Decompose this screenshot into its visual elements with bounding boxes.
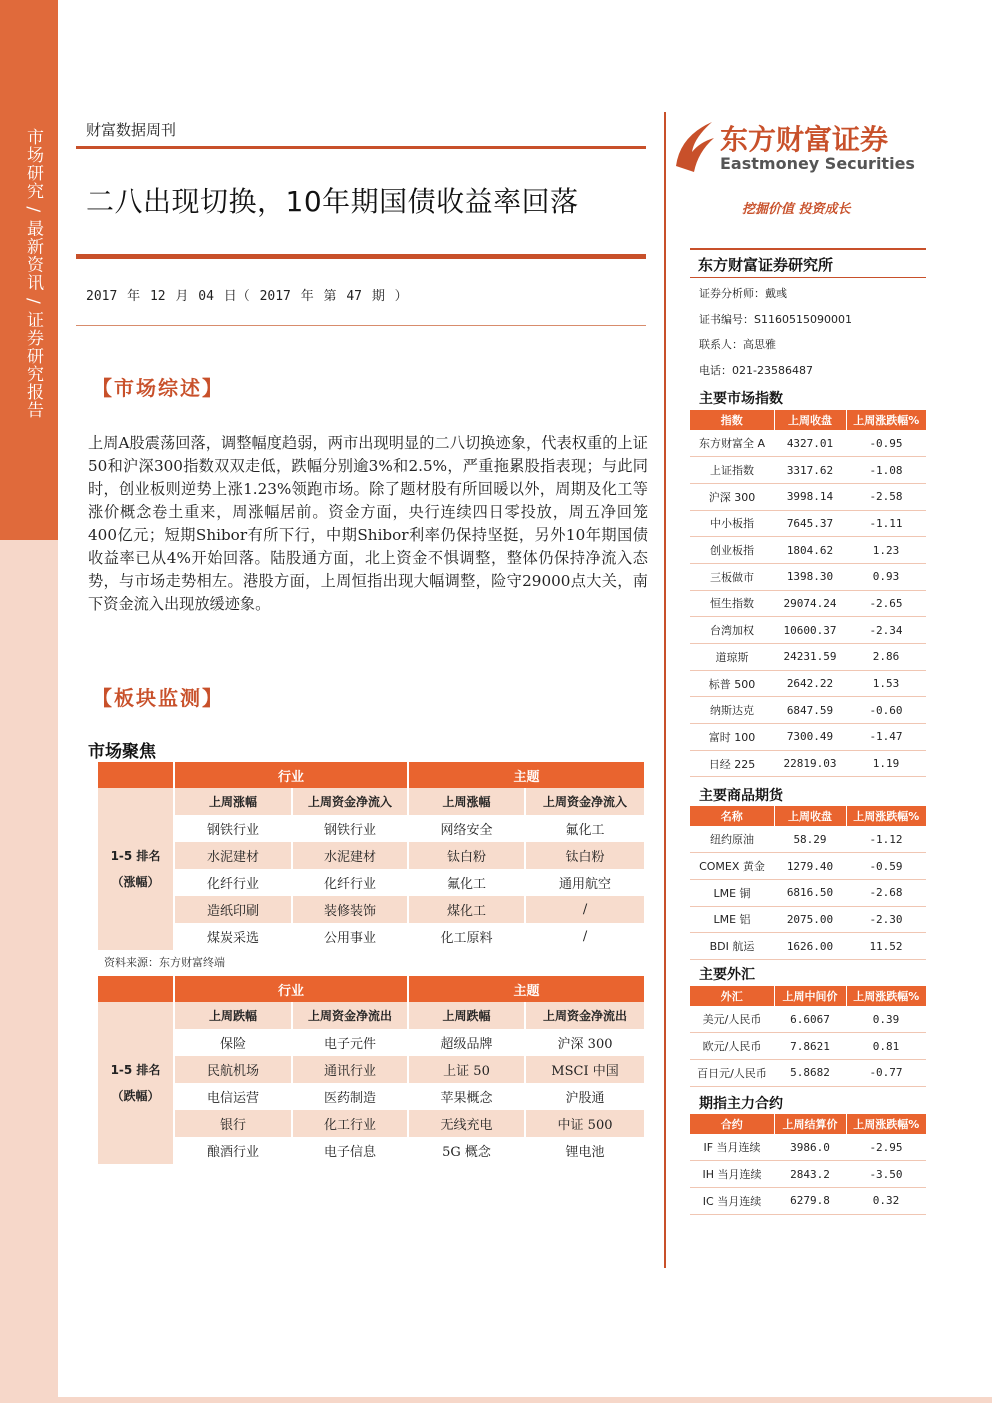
table-cell: 台湾加权 (690, 617, 774, 644)
table-cell: 1804.62 (774, 537, 846, 564)
table-row: 电信运营 医药制造 苹果概念 沪股通 (98, 1083, 644, 1110)
column-header: 指数 (690, 410, 774, 430)
table-cell: -2.58 (846, 483, 926, 510)
table-row (690, 724, 926, 751)
commodities-title: 主要商品期货 (699, 788, 783, 804)
table-cell: 7645.37 (774, 510, 846, 537)
indices-title: 主要市场指数 (699, 391, 783, 407)
table-cell: 日经 225 (690, 750, 774, 777)
table-row: 水泥建材 水泥建材 钛白粉 钛白粉 (98, 842, 644, 869)
table-cell: 1.53 (846, 670, 926, 697)
bottom-strip (0, 1397, 992, 1403)
table-row (690, 510, 926, 537)
table-row (690, 670, 926, 697)
table-row (690, 617, 926, 644)
table-cell: 1279.40 (774, 853, 846, 880)
table-row: 银行 化工行业 无线充电 中证 500 (98, 1110, 644, 1137)
table-cell: -1.11 (846, 510, 926, 537)
table-cell: 道琼斯 (690, 644, 774, 671)
table-row (690, 430, 926, 457)
table-cell: 纽约原油 (690, 826, 774, 853)
table-row (690, 853, 926, 880)
table-cell: 2.86 (846, 644, 926, 671)
table-cell: 3317.62 (774, 457, 846, 484)
contact-phone: 电话：021-23586487 (699, 364, 813, 377)
table-cell: 0.81 (846, 1033, 926, 1060)
table-cell: IF 当月连续 (690, 1134, 774, 1161)
table-cell: 22819.03 (774, 750, 846, 777)
table-cell: 4327.01 (774, 430, 846, 457)
table-cell: -1.12 (846, 826, 926, 853)
table-cell: 6847.59 (774, 697, 846, 724)
table-row: 酿酒行业 电子信息 5G 概念 锂电池 (98, 1137, 644, 1164)
table-cell: IC 当月连续 (690, 1187, 774, 1214)
table-cell: 富时 100 (690, 724, 774, 751)
table-cell: 沪深 300 (690, 483, 774, 510)
table-cell: 1.19 (846, 750, 926, 777)
table-cell: -1.47 (846, 724, 926, 751)
table-cell: 0.39 (846, 1006, 926, 1033)
column-header: 外汇 (690, 986, 774, 1006)
indices-table (690, 410, 926, 777)
table-cell: -1.08 (846, 457, 926, 484)
table-cell: LME 铜 (690, 879, 774, 906)
fx-title: 主要外汇 (699, 967, 755, 983)
table-row (690, 1059, 926, 1086)
table-row (690, 1161, 926, 1188)
column-header: 上周结算价 (774, 1114, 846, 1134)
sidebar-lower (0, 540, 58, 1403)
table-cell: -0.77 (846, 1059, 926, 1086)
table-row: 煤炭采选 公用事业 化工原料 / (98, 923, 644, 950)
table-cell: 欧元/人民币 (690, 1033, 774, 1060)
table-cell: 6279.8 (774, 1187, 846, 1214)
divider (76, 254, 646, 259)
table-cell: 上证指数 (690, 457, 774, 484)
fx-table (690, 986, 926, 1087)
group-industry: 行业 (174, 762, 408, 788)
group-industry: 行业 (174, 976, 408, 1002)
focus-title: 市场聚焦 (88, 742, 156, 762)
table-cell: 2642.22 (774, 670, 846, 697)
source-note: 资料来源：东方财富终端 (104, 956, 225, 969)
column-header: 上周资金净流出 (525, 1002, 644, 1029)
report-title: 二八出现切换，10年期国债收益率回落 (86, 185, 579, 218)
table-cell: -2.30 (846, 906, 926, 933)
table-cell: 2075.00 (774, 906, 846, 933)
table-cell: BDI 航运 (690, 933, 774, 960)
table-row (690, 483, 926, 510)
table-cell: 5.8682 (774, 1059, 846, 1086)
rank-label: 1-5 排名 （涨幅） (98, 788, 174, 950)
table-cell: 58.29 (774, 826, 846, 853)
column-header: 上周涨跌幅% (846, 410, 926, 430)
table-cell: 中小板指 (690, 510, 774, 537)
table-cell: 1.23 (846, 537, 926, 564)
column-header: 上周跌幅 (174, 1002, 292, 1029)
table-row (690, 537, 926, 564)
table-cell: 7.8621 (774, 1033, 846, 1060)
futures-title: 期指主力合约 (699, 1096, 783, 1112)
column-header: 上周涨幅 (174, 788, 292, 815)
table-cell: 24231.59 (774, 644, 846, 671)
brand-logo-icon (672, 116, 718, 176)
contact-name: 联系人：高思雅 (699, 338, 776, 351)
table-row (690, 1187, 926, 1214)
table-cell: 3998.14 (774, 483, 846, 510)
table-row: 民航机场 通讯行业 上证 50 MSCI 中国 (98, 1056, 644, 1083)
column-header: 合约 (690, 1114, 774, 1134)
table-row (690, 879, 926, 906)
table-cell: COMEX 黄金 (690, 853, 774, 880)
column-divider (664, 112, 666, 1268)
table-cell: 创业板指 (690, 537, 774, 564)
table-cell: 1626.00 (774, 933, 846, 960)
table-cell: 3986.0 (774, 1134, 846, 1161)
brand-slogan: 挖掘价值 投资成长 (742, 202, 851, 217)
commodities-table (690, 806, 926, 960)
gainers-table (98, 762, 644, 950)
table-cell: 10600.37 (774, 617, 846, 644)
divider (76, 325, 646, 326)
column-header: 上周跌幅 (408, 1002, 525, 1029)
table-row (690, 563, 926, 590)
table-row (690, 457, 926, 484)
report-date: 2017 年 12 月 04 日（ 2017 年 第 47 期 ） (86, 289, 408, 304)
table-cell: LME 铝 (690, 906, 774, 933)
group-theme: 主题 (408, 976, 644, 1002)
table-cell: 0.32 (846, 1187, 926, 1214)
table-cell: IH 当月连续 (690, 1161, 774, 1188)
table-cell: 11.52 (846, 933, 926, 960)
table-cell: 恒生指数 (690, 590, 774, 617)
losers-table (98, 976, 644, 1164)
column-header: 上周收盘 (774, 410, 846, 430)
table-cell: -2.65 (846, 590, 926, 617)
column-header: 上周收盘 (774, 806, 846, 826)
table-cell: 6.6067 (774, 1006, 846, 1033)
table-cell: 1398.30 (774, 563, 846, 590)
table-cell: -2.95 (846, 1134, 926, 1161)
analyst-name: 证券分析师：戴彧 (699, 287, 787, 300)
column-header: 上周涨幅 (408, 788, 525, 815)
column-header: 上周资金净流入 (292, 788, 408, 815)
institute-name: 东方财富证券研究所 (698, 256, 834, 274)
column-header: 上周资金净流出 (292, 1002, 408, 1029)
overview-text: 上周A股震荡回落，调整幅度趋弱，两市出现明显的二八切换迹象，代表权重的上证50和沪深300指数双双走低，跌幅分别逾3%和2.5%，严重拖累股指表现；与此同时，创业板则逆势上涨1.23%领跑市场。除了题材股有所回暖以外，周期及化工等涨价概念卷土重来，周涨幅居前。资金方面，央行连续四日零投放，周五净回笼400亿元；短期Shibor有所下行，中期Shibor利率仍保持坚挺，另外10年期国债收益率已从4%开始回落。陆股通方面，北上资金不惧调整，整体仍保持净流入态势，与市场走势相左。港股方面，上周恒指出现大幅调整，险守29000点大关，南下资金流入出现放缓迹象。 (88, 434, 648, 613)
table-row: 造纸印刷 装修装饰 煤化工 / (98, 896, 644, 923)
table-row (690, 826, 926, 853)
divider (76, 146, 646, 149)
sidebar-text: 市场研究 / 最新资讯 / 证券研究报告 (23, 128, 43, 420)
table-cell: -2.34 (846, 617, 926, 644)
column-header: 上周涨跌幅% (846, 806, 926, 826)
divider (690, 248, 926, 250)
section-heading-overview: 【市场综述】 (92, 376, 224, 400)
table-cell: 7300.49 (774, 724, 846, 751)
table-row (690, 1033, 926, 1060)
table-cell: -2.68 (846, 879, 926, 906)
table-cell: 美元/人民币 (690, 1006, 774, 1033)
table-cell: -0.95 (846, 430, 926, 457)
column-header: 上周涨跌幅% (846, 1114, 926, 1134)
table-row (690, 1134, 926, 1161)
table-row (690, 697, 926, 724)
table-cell: 6816.50 (774, 879, 846, 906)
table-row (690, 644, 926, 671)
table-cell: 纳斯达克 (690, 697, 774, 724)
table-cell: -3.50 (846, 1161, 926, 1188)
brand-logo-text: 东方财富证券 (720, 123, 889, 156)
brand-logo-english: Eastmoney Securities (720, 154, 915, 173)
table-cell: 标普 500 (690, 670, 774, 697)
table-cell: 2843.2 (774, 1161, 846, 1188)
column-header: 名称 (690, 806, 774, 826)
table-row (690, 750, 926, 777)
table-row (690, 590, 926, 617)
rank-label: 1-5 排名 （跌幅） (98, 1002, 174, 1164)
column-header: 上周中间价 (774, 986, 846, 1006)
table-cell: 29074.24 (774, 590, 846, 617)
group-theme: 主题 (408, 762, 644, 788)
divider (690, 277, 926, 278)
table-cell: -0.60 (846, 697, 926, 724)
license-number: 证书编号：S1160515090001 (699, 313, 852, 326)
futures-table (690, 1114, 926, 1215)
table-row (690, 906, 926, 933)
table-cell: 百日元/人民币 (690, 1059, 774, 1086)
table-row (690, 933, 926, 960)
table-row (690, 1006, 926, 1033)
table-cell: 三板做市 (690, 563, 774, 590)
section-heading-sectors: 【板块监测】 (92, 686, 224, 710)
table-cell: 0.93 (846, 563, 926, 590)
publication-name: 财富数据周刊 (86, 121, 177, 139)
table-row: 钢铁行业 钢铁行业 网络安全 氟化工 (98, 815, 644, 842)
table-row: 化纤行业 化纤行业 氟化工 通用航空 (98, 869, 644, 896)
column-header: 上周资金净流入 (525, 788, 644, 815)
table-cell: 东方财富全 A (690, 430, 774, 457)
column-header: 上周涨跌幅% (846, 986, 926, 1006)
table-row: 保险 电子元件 超级品牌 沪深 300 (98, 1029, 644, 1056)
table-cell: -0.59 (846, 853, 926, 880)
